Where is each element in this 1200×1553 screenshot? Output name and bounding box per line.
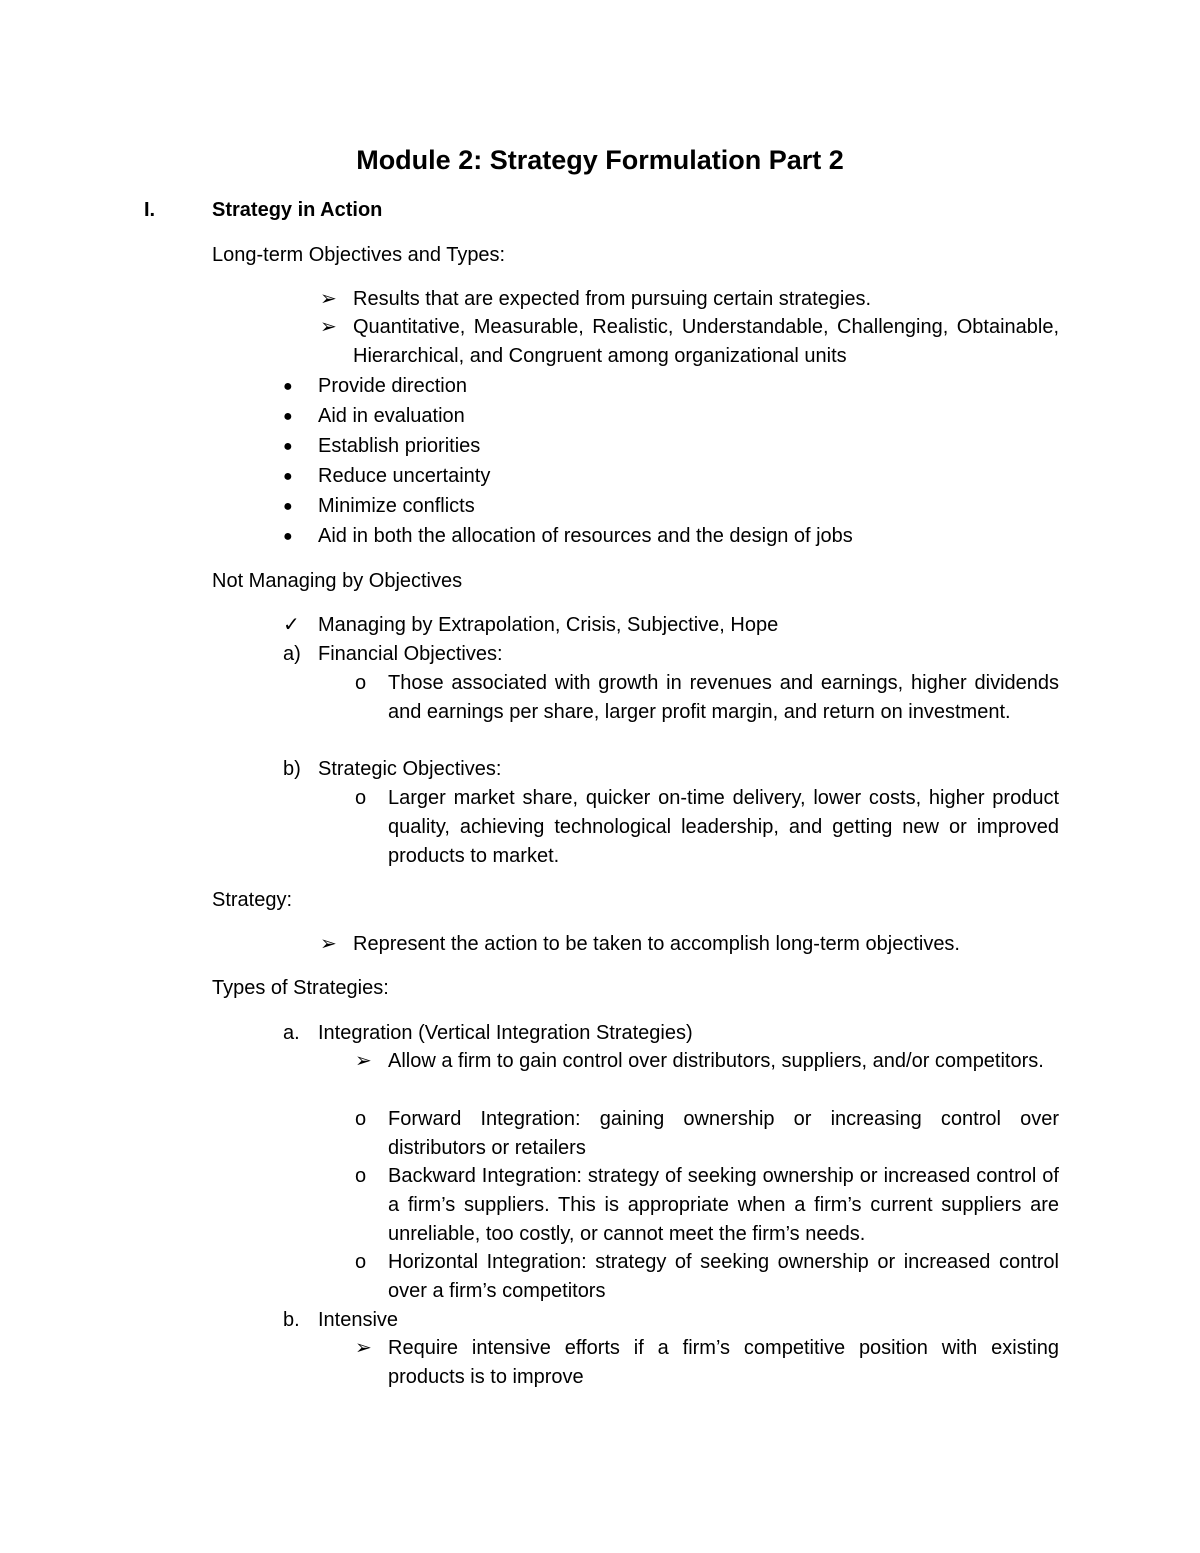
section-heading: Strategy in Action	[212, 199, 383, 221]
long-term-label: Long-term Objectives and Types:	[212, 244, 506, 266]
circle-bullet-icon: o	[355, 672, 367, 694]
circle-bullet-icon: o	[355, 1251, 367, 1273]
list-item: Horizontal Integration: strategy of seeking ownership or increased control over a firm’s competitors	[388, 1251, 1059, 1302]
list-letter: b)	[283, 758, 301, 780]
checkmark-icon: ✓	[283, 614, 300, 636]
list-item: Allow a firm to gain control over distributors, suppliers, and/or competitors.	[388, 1050, 1044, 1072]
list-item: Strategic Objectives:	[318, 758, 502, 780]
bullet-icon: ●	[283, 498, 293, 515]
arrow-bullet-icon: ➢	[320, 933, 337, 955]
list-item: Reduce uncertainty	[318, 465, 491, 487]
arrow-bullet-icon: ➢	[320, 288, 337, 310]
arrow-bullet-icon: ➢	[320, 316, 337, 338]
circle-bullet-icon: o	[355, 1108, 367, 1130]
bullet-icon: ●	[283, 408, 293, 425]
list-letter: a)	[283, 643, 301, 665]
list-item: Aid in evaluation	[318, 405, 465, 427]
list-letter: b.	[283, 1309, 300, 1331]
bullet-icon: ●	[283, 528, 293, 545]
page-title: Module 2: Strategy Formulation Part 2	[356, 145, 844, 175]
not-managing-label: Not Managing by Objectives	[212, 570, 463, 592]
list-item: Backward Integration: strategy of seeking ownership or increased control of a firm’s suppliers. This is appropriate when a firm’s current suppliers are unreliable, too costly, or cannot meet the firm’s needs.	[388, 1165, 1059, 1245]
bullet-icon: ●	[283, 378, 293, 395]
bullet-icon: ●	[283, 468, 293, 485]
list-item: Represent the action to be taken to accomplish long-term objectives.	[353, 933, 960, 955]
arrow-bullet-icon: ➢	[355, 1050, 372, 1072]
arrow-bullet-icon: ➢	[355, 1337, 372, 1359]
circle-bullet-icon: o	[355, 787, 367, 809]
strategy-label: Strategy:	[212, 889, 293, 911]
list-item: Financial Objectives:	[318, 643, 503, 665]
list-item: Require intensive efforts if a firm’s competitive position with existing products is to improve	[388, 1337, 1059, 1388]
circle-bullet-icon: o	[355, 1165, 367, 1187]
list-item: Results that are expected from pursuing certain strategies.	[353, 288, 872, 310]
list-item: Managing by Extrapolation, Crisis, Subjective, Hope	[318, 614, 779, 636]
list-item: Those associated with growth in revenues and earnings, higher dividends and earnings per share, larger profit margin, and return on investment.	[388, 672, 1059, 723]
list-item: Establish priorities	[318, 435, 481, 457]
list-item: Minimize conflicts	[318, 495, 475, 517]
list-item: Provide direction	[318, 375, 467, 397]
list-item: Forward Integration: gaining ownership or increasing control over distributors or retailers	[388, 1108, 1059, 1159]
list-item: Quantitative, Measurable, Realistic, Understandable, Challenging, Obtainable, Hierarchical, and Congruent among organizational units	[353, 316, 1059, 367]
list-item: Intensive	[318, 1309, 399, 1331]
bullet-icon: ●	[283, 438, 293, 455]
list-item: Aid in both the allocation of resources and the design of jobs	[318, 525, 853, 547]
list-letter: a.	[283, 1022, 300, 1044]
section-number: I.	[144, 199, 156, 221]
list-item: Larger market share, quicker on-time delivery, lower costs, higher product quality, achieving technological leadership, and getting new or improved products to market.	[388, 787, 1059, 867]
list-item: Integration (Vertical Integration Strategies)	[318, 1022, 693, 1044]
types-label: Types of Strategies:	[212, 977, 389, 999]
